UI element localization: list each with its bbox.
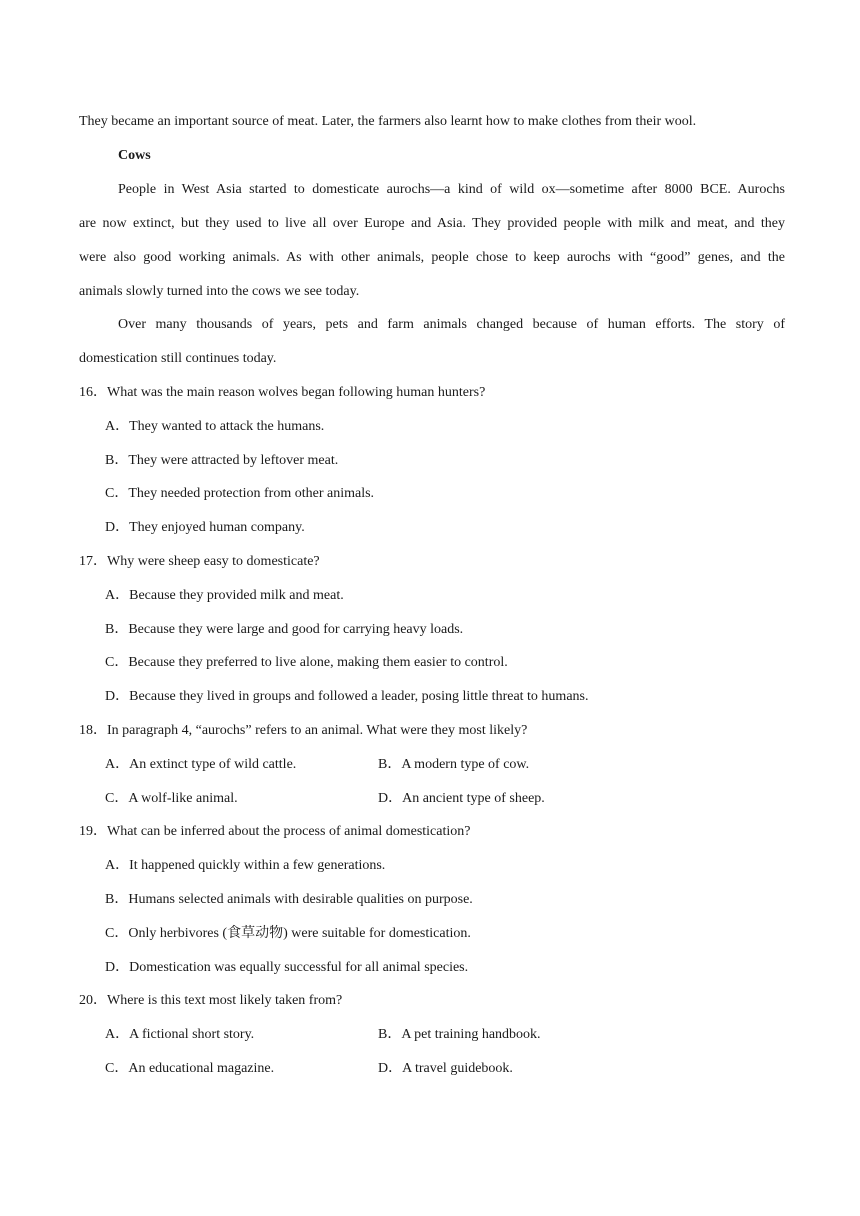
- question-stem-19: 19．What can be inferred about the process of animal domestication?: [79, 824, 471, 839]
- option-20-c: C．An educational magazine.: [105, 1061, 275, 1076]
- option-16-d: D．They enjoyed human company.: [105, 520, 305, 535]
- paragraph-line: domestication still continues today.: [79, 351, 277, 366]
- option-20-d: D．A travel guidebook.: [378, 1061, 513, 1076]
- option-19-d: D．Domestication was equally successful for all animal species.: [105, 960, 469, 975]
- option-18-b: B．A modern type of cow.: [378, 757, 530, 772]
- option-17-c: C．Because they preferred to live alone, making them easier to control.: [105, 655, 508, 670]
- option-18-d: D．An ancient type of sheep.: [378, 791, 545, 806]
- option-19-c: C．Only herbivores (食草动物) were suitable for domestication.: [105, 926, 471, 941]
- option-18-c: C．A wolf-like animal.: [105, 791, 238, 806]
- option-16-a: A．They wanted to attack the humans.: [105, 419, 325, 434]
- option-17-b: B．Because they were large and good for carrying heavy loads.: [105, 622, 464, 637]
- question-stem-16: 16．What was the main reason wolves began following human hunters?: [79, 385, 486, 400]
- section-heading-cows: Cows: [118, 148, 151, 163]
- paragraph-line: animals slowly turned into the cows we see today.: [79, 284, 360, 299]
- option-20-a: A．A fictional short story.: [105, 1027, 255, 1042]
- question-stem-20: 20．Where is this text most likely taken from?: [79, 993, 343, 1008]
- paragraph-line: were also good working animals. As with other animals, people chose to keep aurochs with “good” genes, and the: [79, 250, 785, 265]
- option-17-d: D．Because they lived in groups and followed a leader, posing little threat to humans.: [105, 689, 589, 704]
- option-19-a: A．It happened quickly within a few generations.: [105, 858, 386, 873]
- option-18-a: A．An extinct type of wild cattle.: [105, 757, 297, 772]
- question-stem-18: 18．In paragraph 4, “aurochs” refers to an animal. What were they most likely?: [79, 723, 528, 738]
- option-20-b: B．A pet training handbook.: [378, 1027, 541, 1042]
- option-16-b: B．They were attracted by leftover meat.: [105, 453, 339, 468]
- paragraph-line: People in West Asia started to domesticate aurochs—a kind of wild ox—sometime after 8000 BCE. Aurochs: [118, 182, 785, 197]
- passage-continuation: They became an important source of meat. Later, the farmers also learnt how to make clothes from their wool.: [79, 114, 697, 129]
- option-19-b: B．Humans selected animals with desirable qualities on purpose.: [105, 892, 473, 907]
- paragraph-line: Over many thousands of years, pets and farm animals changed because of human efforts. The story of: [118, 317, 785, 332]
- option-17-a: A．Because they provided milk and meat.: [105, 588, 344, 603]
- question-stem-17: 17．Why were sheep easy to domesticate?: [79, 554, 320, 569]
- option-16-c: C．They needed protection from other animals.: [105, 486, 375, 501]
- paragraph-line: are now extinct, but they used to live all over Europe and Asia. They provided people with milk and meat, and they: [79, 216, 785, 231]
